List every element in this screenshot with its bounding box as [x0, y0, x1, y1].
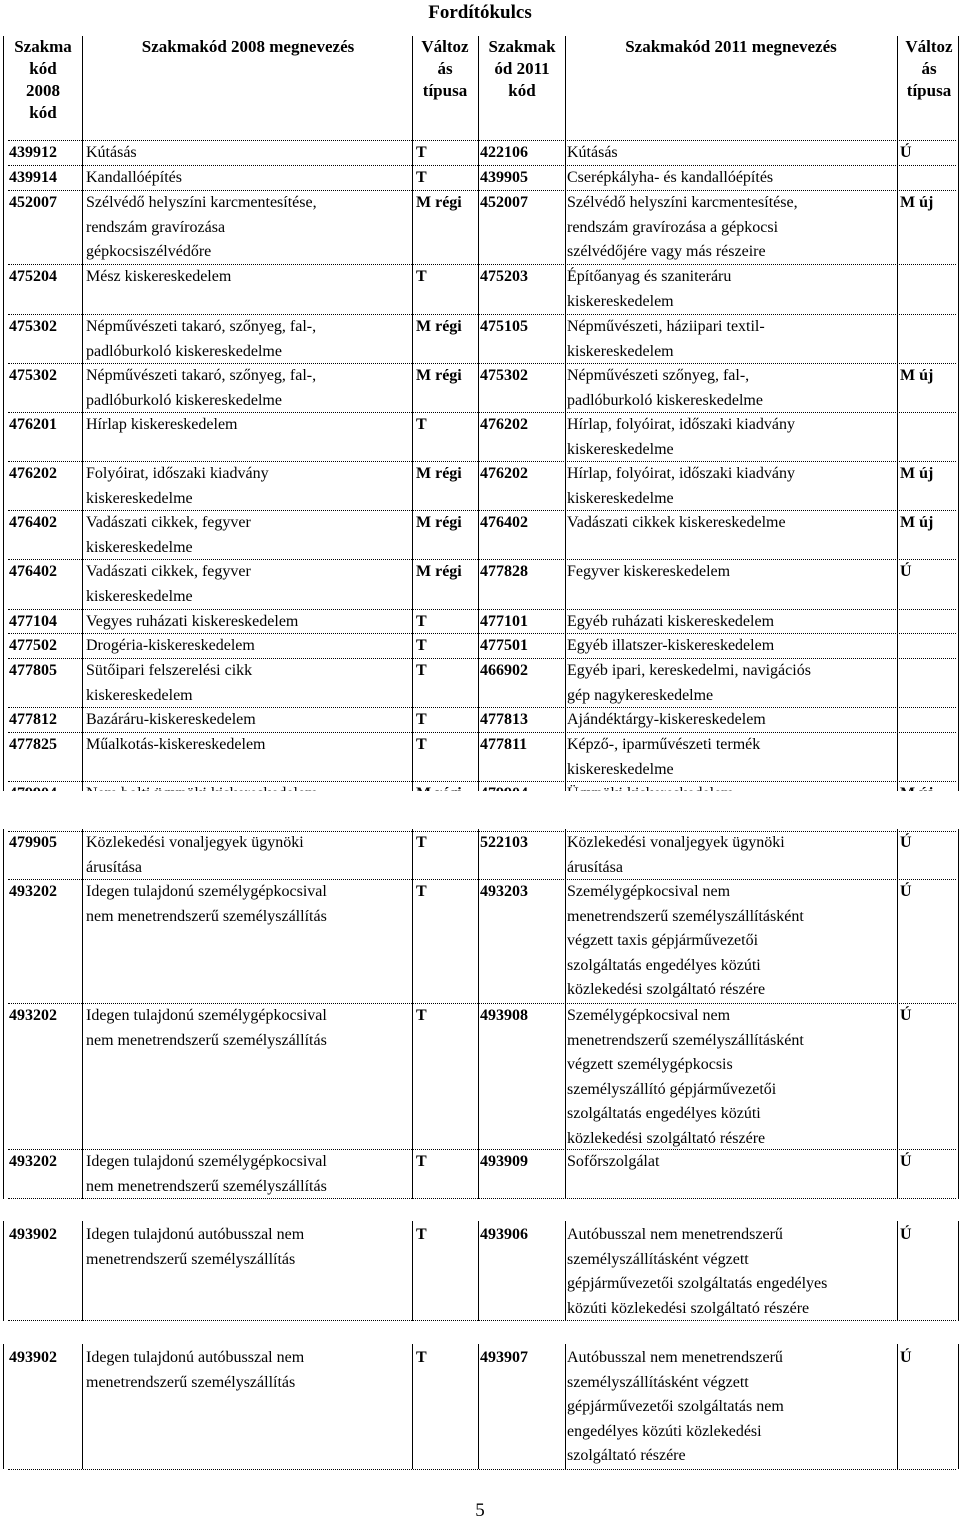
- row-divider: [8, 165, 956, 166]
- row-divider: [8, 510, 956, 511]
- row-old-name: Népművészeti takaró, szőnyeg, fal-, padlóburkoló kiskereskedelme: [86, 318, 317, 360]
- row-new-code: 475302: [480, 367, 528, 384]
- row-new-code: 466902: [480, 662, 528, 679]
- row-new-change: Ú: [900, 1007, 912, 1024]
- row-new-code: 475203: [480, 268, 528, 285]
- row-old-change: T: [416, 1349, 427, 1366]
- row-old-name: Drogéria-kiskereskedelem: [86, 637, 255, 654]
- table-gap: [0, 1321, 960, 1344]
- row-new-code: 493906: [480, 1226, 528, 1243]
- table-row: [0, 633, 960, 658]
- row-divider: [8, 732, 956, 733]
- row-new-name: Népművészeti szőnyeg, fal-, padlóburkoló kiskereskedelme: [567, 367, 763, 409]
- row-old-change: T: [416, 711, 427, 728]
- row-new-code: 452007: [480, 194, 528, 211]
- row-new-code: 477501: [480, 637, 528, 654]
- row-old-code: 475302: [9, 367, 57, 384]
- row-old-change: T: [416, 613, 427, 630]
- row-new-change: Ú: [900, 1153, 912, 1170]
- row-old-code: 476402: [9, 563, 57, 580]
- table-gap: [0, 1199, 960, 1221]
- row-old-code: 479905: [9, 834, 57, 851]
- row-divider: [8, 1149, 956, 1150]
- row-old-name: Műalkotás-kiskereskedelem: [86, 736, 266, 753]
- page-number: 5: [475, 1500, 485, 1521]
- table-gap: [0, 791, 960, 829]
- column-divider: [565, 36, 566, 1469]
- table-row: [0, 1222, 960, 1320]
- row-old-code: 477805: [9, 662, 57, 679]
- row-new-code: 493909: [480, 1153, 528, 1170]
- row-old-name: Kandallóépítés: [86, 169, 182, 186]
- row-new-code: 476402: [480, 514, 528, 531]
- row-new-change: M új: [900, 367, 934, 384]
- row-old-change: T: [416, 144, 427, 161]
- row-new-name: Fegyver kiskereskedelem: [567, 563, 731, 580]
- row-old-code: 493902: [9, 1226, 57, 1243]
- row-divider: [8, 412, 956, 413]
- row-new-name: Közlekedési vonaljegyek ügynöki árusítása: [567, 834, 785, 876]
- row-old-change: T: [416, 1226, 427, 1243]
- row-new-code: 476202: [480, 465, 528, 482]
- row-old-change: T: [416, 883, 427, 900]
- row-old-code: 452007: [9, 194, 57, 211]
- row-new-name: Vadászati cikkek kiskereskedelme: [567, 514, 786, 531]
- column-divider: [897, 36, 898, 1469]
- row-new-name: Hírlap, folyóirat, időszaki kiadvány kiskereskedelme: [567, 465, 795, 507]
- table-row: [0, 707, 960, 732]
- row-old-code: 475302: [9, 318, 57, 335]
- table-row: [0, 264, 960, 314]
- row-new-code: 493908: [480, 1007, 528, 1024]
- row-new-name: Autóbusszal nem menetrendszerű személyszállításként végzett gépjárművezetői szolgáltatás engedélyes közúti közlekedési szolgáltató részére: [567, 1226, 828, 1317]
- row-divider: [8, 781, 956, 782]
- row-old-change: T: [416, 662, 427, 679]
- table-row: [0, 609, 960, 633]
- row-divider: [8, 609, 956, 610]
- row-old-name: Folyóirat, időszaki kiadvány kiskereskedelme: [86, 465, 269, 507]
- row-new-code: 477828: [480, 563, 528, 580]
- row-new-change: Ú: [900, 144, 912, 161]
- row-old-code: 476201: [9, 416, 57, 433]
- column-divider: [412, 36, 413, 1469]
- row-old-code: 477502: [9, 637, 57, 654]
- table-row: [0, 732, 960, 781]
- row-new-name: Népművészeti, háziipari textil- kiskereskedelem: [567, 318, 765, 360]
- row-new-name: Építőanyag és szaniteráru kiskereskedelem: [567, 268, 732, 310]
- row-old-code: 493202: [9, 883, 57, 900]
- table-row: [0, 1149, 960, 1198]
- row-new-code: 477101: [480, 613, 528, 630]
- row-divider: [8, 1003, 956, 1004]
- row-new-name: Autóbusszal nem menetrendszerű személyszállításként végzett gépjárművezetői szolgáltatás nem engedélyes közúti közlekedési szolgáltató részére: [567, 1349, 784, 1465]
- table-row: [0, 1345, 960, 1469]
- table-row: [0, 140, 960, 165]
- row-old-code: 439914: [9, 169, 57, 186]
- row-old-code: 475204: [9, 268, 57, 285]
- row-divider: [8, 314, 956, 315]
- row-new-name: Egyéb ruházati kiskereskedelem: [567, 613, 775, 630]
- row-old-name: Népművészeti takaró, szőnyeg, fal-, padlóburkoló kiskereskedelme: [86, 367, 317, 409]
- row-old-name: Sütőipari felszerelési cikk kiskereskedelem: [86, 662, 253, 704]
- row-new-change: M új: [900, 514, 934, 531]
- row-divider: [8, 831, 956, 832]
- column-divider: [3, 36, 4, 1469]
- row-old-change: T: [416, 268, 427, 285]
- row-old-name: Mész kiskereskedelem: [86, 268, 232, 285]
- document-title: Fordítókulcs: [428, 2, 532, 23]
- table-header: [0, 36, 960, 140]
- table-row: [0, 879, 960, 1003]
- row-new-code: 475105: [480, 318, 528, 335]
- column-divider: [82, 36, 83, 1469]
- row-old-code: 439912: [9, 144, 57, 161]
- table-row: [0, 363, 960, 412]
- row-new-code: 476202: [480, 416, 528, 433]
- header-new-change: Változ ás típusa: [905, 37, 953, 100]
- header-old-change: Változ ás típusa: [421, 37, 469, 100]
- table-row: [0, 830, 960, 879]
- header-old-name: Szakmakód 2008 megnevezés: [141, 37, 355, 56]
- row-old-name: Idegen tulajdonú autóbusszal nem menetrendszerű személyszállítás: [86, 1226, 305, 1268]
- table-row: [0, 165, 960, 190]
- row-new-name: Cserépkályha- és kandallóépítés: [567, 169, 774, 186]
- row-old-change: T: [416, 1007, 427, 1024]
- table-row: [0, 1003, 960, 1149]
- column-divider: [958, 36, 959, 1469]
- row-divider: [8, 633, 956, 634]
- row-new-name: Sofőrszolgálat: [567, 1153, 660, 1170]
- row-old-name: Idegen tulajdonú autóbusszal nem menetrendszerű személyszállítás: [86, 1349, 305, 1391]
- row-divider: [8, 1469, 956, 1470]
- row-old-change: M régi: [416, 514, 462, 531]
- row-old-change: M régi: [416, 563, 462, 580]
- row-old-name: Szélvédő helyszíni karcmentesítése, rendszám gravírozása gépkocsiszélvédőre: [86, 194, 317, 261]
- row-new-change: M új: [900, 465, 934, 482]
- row-divider: [8, 559, 956, 560]
- row-old-change: M régi: [416, 194, 462, 211]
- row-old-name: Vadászati cikkek, fegyver kiskereskedelme: [86, 563, 251, 605]
- row-old-name: Közlekedési vonaljegyek ügynöki árusítása: [86, 834, 304, 876]
- row-new-change: Ú: [900, 1349, 912, 1366]
- table-row: [0, 190, 960, 264]
- header-new-code: Szakmak ód 2011 kód: [488, 37, 556, 100]
- row-new-change: Ú: [900, 563, 912, 580]
- table-row: [0, 559, 960, 609]
- row-new-change: M új: [900, 194, 934, 211]
- row-old-change: T: [416, 834, 427, 851]
- header-old-code: Szakma kód 2008 kód: [14, 37, 72, 122]
- row-old-code: 493902: [9, 1349, 57, 1366]
- row-new-change: Ú: [900, 834, 912, 851]
- row-new-change: Ú: [900, 1226, 912, 1243]
- row-old-code: 476402: [9, 514, 57, 531]
- row-old-change: T: [416, 169, 427, 186]
- row-new-name: Szélvédő helyszíni karcmentesítése, rendszám gravírozása a gépkocsi szélvédőjére vagy más részeire: [567, 194, 798, 261]
- row-old-name: Vegyes ruházati kiskereskedelem: [86, 613, 299, 630]
- row-old-code: 476202: [9, 465, 57, 482]
- row-new-change: Ú: [900, 883, 912, 900]
- header-new-name: Szakmakód 2011 megnevezés: [625, 37, 837, 56]
- row-divider: [8, 879, 956, 880]
- row-new-code: 493203: [480, 883, 528, 900]
- row-divider: [8, 363, 956, 364]
- column-divider: [478, 36, 479, 1469]
- row-old-code: 493202: [9, 1153, 57, 1170]
- row-old-name: Bazáráru-kiskereskedelem: [86, 711, 256, 728]
- row-new-code: 422106: [480, 144, 528, 161]
- row-old-name: Idegen tulajdonú személygépkocsival nem menetrendszerű személyszállítás: [86, 1153, 327, 1195]
- row-divider: [8, 461, 956, 462]
- row-new-code: 477811: [480, 736, 528, 753]
- row-new-name: Egyéb illatszer-kiskereskedelem: [567, 637, 775, 654]
- row-old-change: T: [416, 736, 427, 753]
- row-old-change: T: [416, 637, 427, 654]
- row-old-code: 477812: [9, 711, 57, 728]
- row-new-name: Egyéb ipari, kereskedelmi, navigációs gép nagykereskedelme: [567, 662, 811, 704]
- row-old-name: Hírlap kiskereskedelem: [86, 416, 238, 433]
- row-new-code: 522103: [480, 834, 528, 851]
- table-row: [0, 658, 960, 707]
- table-row: [0, 461, 960, 510]
- row-new-code: 477813: [480, 711, 528, 728]
- row-new-name: Hírlap, folyóirat, időszaki kiadvány kiskereskedelme: [567, 416, 795, 458]
- row-old-code: 493202: [9, 1007, 57, 1024]
- row-new-name: Ajándéktárgy-kiskereskedelem: [567, 711, 766, 728]
- row-new-code: 493907: [480, 1349, 528, 1366]
- row-old-code: 477104: [9, 613, 57, 630]
- row-divider: [8, 658, 956, 659]
- row-old-name: Vadászati cikkek, fegyver kiskereskedelme: [86, 514, 251, 556]
- row-old-code: 477825: [9, 736, 57, 753]
- row-old-change: T: [416, 1153, 427, 1170]
- row-divider: [8, 264, 956, 265]
- table-row: [0, 314, 960, 363]
- row-old-change: M régi: [416, 367, 462, 384]
- row-new-name: Kútásás: [567, 144, 618, 161]
- row-new-name: Személygépkocsival nem menetrendszerű személyszállításként végzett taxis gépjárművezetői szolgáltatás engedélyes közúti közlekedési szolgáltató részére: [567, 883, 804, 999]
- row-divider: [8, 140, 956, 141]
- row-old-change: M régi: [416, 318, 462, 335]
- row-old-name: Idegen tulajdonú személygépkocsival nem menetrendszerű személyszállítás: [86, 1007, 327, 1049]
- row-divider: [8, 707, 956, 708]
- row-old-change: M régi: [416, 465, 462, 482]
- row-new-code: 439905: [480, 169, 528, 186]
- row-divider: [8, 190, 956, 191]
- row-old-change: T: [416, 416, 427, 433]
- table-row: [0, 412, 960, 461]
- row-old-name: Kútásás: [86, 144, 137, 161]
- table-row: [0, 510, 960, 559]
- row-new-name: Képző-, iparművészeti termék kiskereskedelme: [567, 736, 761, 778]
- row-old-name: Idegen tulajdonú személygépkocsival nem menetrendszerű személyszállítás: [86, 883, 327, 925]
- row-new-name: Személygépkocsival nem menetrendszerű személyszállításként végzett személygépkocsis személyszállító gépjárművezetői szolgáltatás engedélyes közúti közlekedési szolgáltató részére: [567, 1007, 804, 1147]
